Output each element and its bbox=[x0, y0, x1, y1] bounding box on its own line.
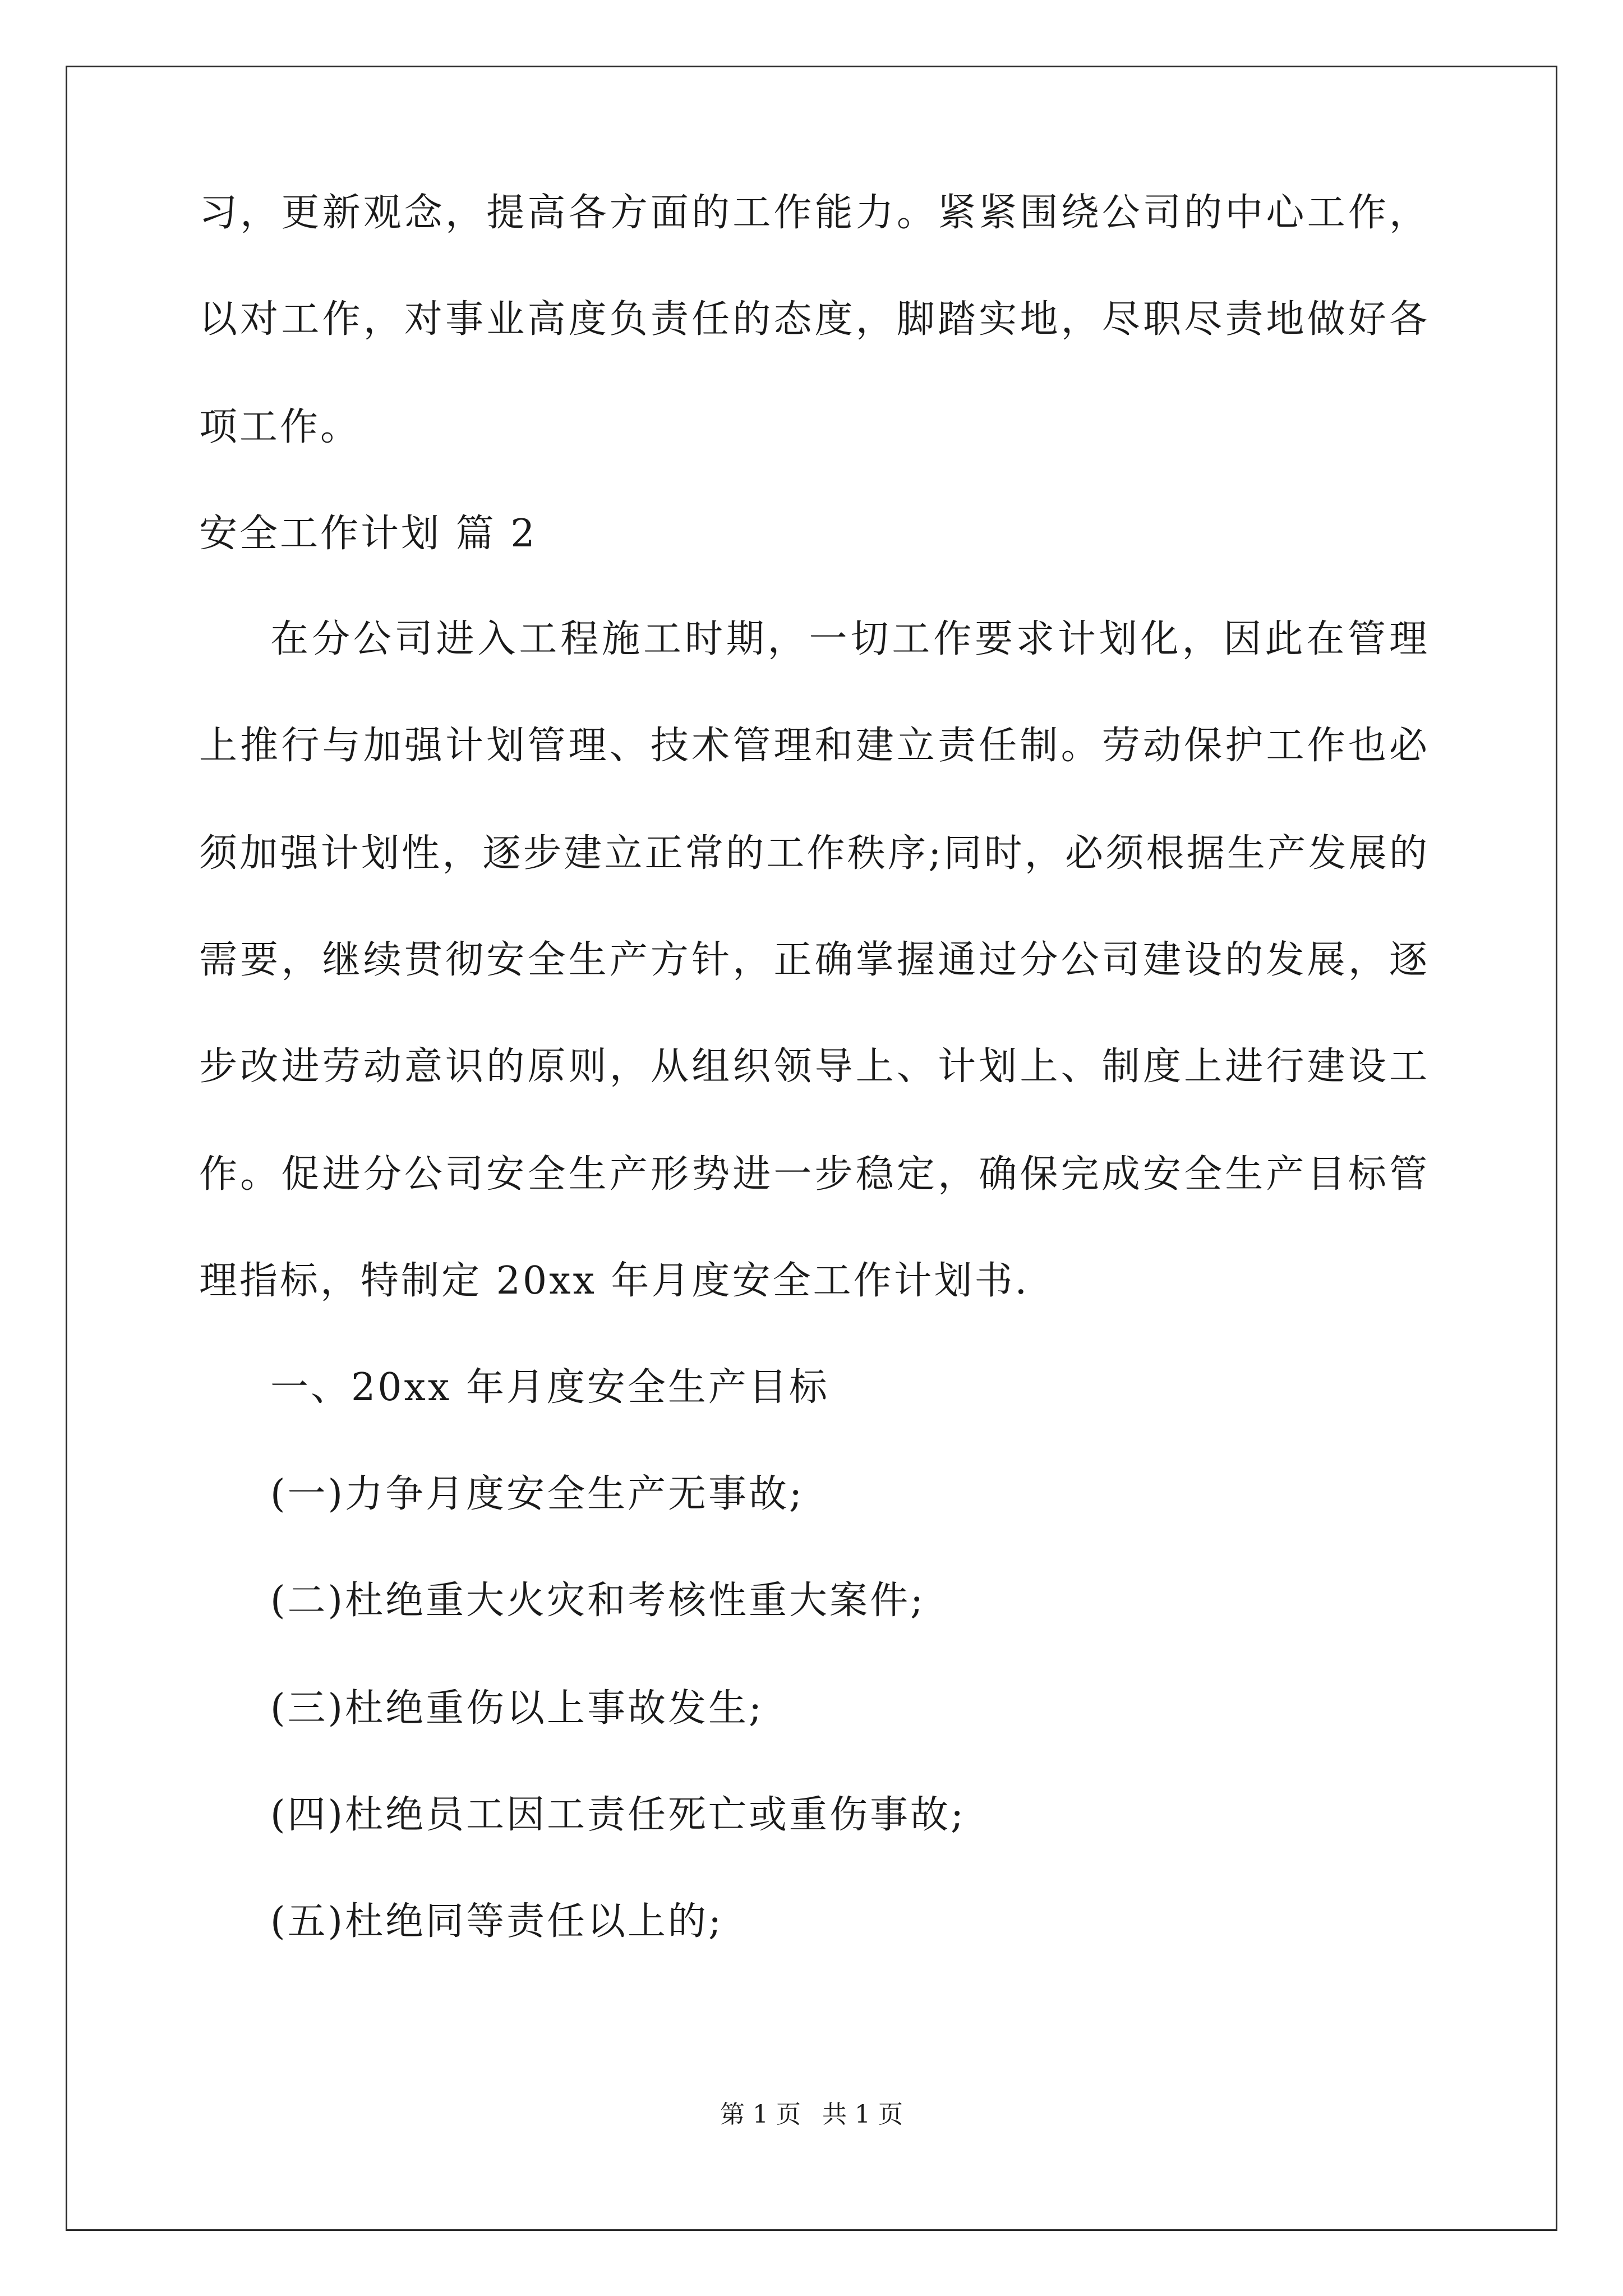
paragraph-line: 在分公司进入工程施工时期，一切工作要求计划化，因此在管理 bbox=[270, 617, 1427, 661]
list-item: (四)杜绝员工因工责任死亡或重伤事故; bbox=[270, 1793, 966, 1837]
paragraph-line: 作。促进分公司安全生产形势进一步稳定，确保完成安全生产目标管 bbox=[199, 1152, 1427, 1197]
paragraph-line: 习，更新观念，提高各方面的工作能力。紧紧围绕公司的中心工作， bbox=[199, 191, 1427, 235]
paragraph-line: 理指标，特制定 20xx 年月度安全工作计划书. bbox=[199, 1259, 1030, 1303]
paragraph-line: 上推行与加强计划管理、技术管理和建立责任制。劳动保护工作也必 bbox=[199, 724, 1427, 768]
page-footer bbox=[0, 2098, 1623, 2132]
list-item: (三)杜绝重伤以上事故发生; bbox=[270, 1686, 764, 1731]
section-title: 安全工作计划 篇 2 bbox=[199, 512, 537, 556]
list-item: (二)杜绝重大火灾和考核性重大案件; bbox=[270, 1579, 925, 1623]
section-heading: 一、20xx 年月度安全生产目标 bbox=[270, 1365, 829, 1410]
page-number: 第 1 页 bbox=[720, 2100, 801, 2129]
paragraph-line: 需要，继续贯彻安全生产方针，正确掌握通过分公司建设的发展，逐 bbox=[199, 938, 1427, 982]
paragraph-line: 步改进劳动意识的原则，从组织领导上、计划上、制度上进行建设工 bbox=[199, 1045, 1427, 1089]
paragraph-line: 以对工作，对事业高度负责任的态度，脚踏实地，尽职尽责地做好各 bbox=[199, 297, 1427, 342]
list-item: (一)力争月度安全生产无事故; bbox=[270, 1472, 804, 1516]
list-item: (五)杜绝同等责任以上的; bbox=[270, 1899, 723, 1944]
paragraph-line: 须加强计划性，逐步建立正常的工作秩序;同时，必须根据生产发展的 bbox=[199, 831, 1427, 876]
paragraph-line: 项工作。 bbox=[199, 405, 361, 449]
page-total: 共 1 页 bbox=[822, 2100, 903, 2129]
